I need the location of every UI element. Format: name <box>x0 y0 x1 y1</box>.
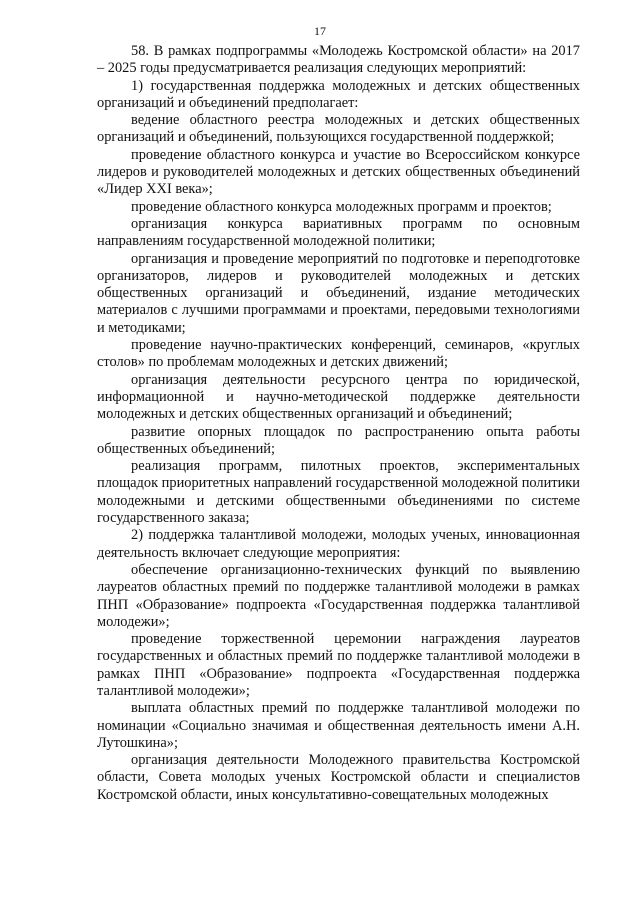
paragraph: организация деятельности Молодежного правительства Костромской области, Совета молодых ученых Костромской области и специалистов Костромской области, иных консультативно-совещательных молодежных <box>97 752 580 803</box>
paragraph: развитие опорных площадок по распространению опыта работы общественных объединений; <box>97 423 580 457</box>
page-number: 17 <box>314 24 326 38</box>
paragraph: организация и проведение мероприятий по подготовке и переподготовке организаторов, лидеров и руководителей молодежных и детских общественных организаций и объединений, издание методических материалов с лучшими программами и проектами, передовыми технологиями и методиками; <box>97 250 580 336</box>
paragraph: выплата областных премий по поддержке талантливой молодежи по номинации «Социально значимая и общественная деятельность имени А.Н. Лутошкина»; <box>97 700 580 751</box>
document-body <box>97 43 580 804</box>
paragraph: организация деятельности ресурсного центра по юридической, информационной и научно-методической поддержке деятельности молодежных и детских общественных организаций и объединений; <box>97 371 580 423</box>
paragraph: 2) поддержка талантливой молодежи, молодых ученых, инновационная деятельность включает следующие мероприятия: <box>97 527 580 561</box>
paragraph: ведение областного реестра молодежных и детских общественных организаций и объединений, пользующихся государственной поддержкой; <box>97 112 580 146</box>
paragraph: реализация программ, пилотных проектов, экспериментальных площадок приоритетных направлений государственной молодежной политики молодежными и детскими общественными объединениями по системе государственного заказа; <box>97 458 580 527</box>
paragraph: 1) государственная поддержка молодежных и детских общественных организаций и объединений предполагает: <box>97 77 580 111</box>
paragraph: организация конкурса вариативных программ по основным направлениям государственной молодежной политики; <box>97 215 580 250</box>
paragraph: проведение областного конкурса молодежных программ и проектов; <box>131 198 552 215</box>
paragraph: 58. В рамках подпрограммы «Молодежь Костромской области» на 2017 – 2025 годы предусматривается реализация следующих мероприятий: <box>97 43 580 77</box>
paragraph: проведение областного конкурса и участие во Всероссийском конкурсе лидеров и руководителей молодежных и детских общественных объединений «Лидер XXI века»; <box>97 146 580 198</box>
paragraph: проведение торжественной церемонии награждения лауреатов государственных и областных премий по поддержке талантливой молодежи в рамках ПНП «Образование» подпроекта «Государственная поддержка талантливой молодежи»; <box>97 631 580 699</box>
paragraph: проведение научно-практических конференций, семинаров, «круглых столов» по проблемам молодежных и детских движений; <box>97 337 580 371</box>
paragraph: обеспечение организационно-технических функций по выявлению лауреатов областных премий по поддержке талантливой молодежи в рамках ПНП «Образование» подпроекта «Государственная поддержка талантливой молодежи»; <box>97 561 580 630</box>
